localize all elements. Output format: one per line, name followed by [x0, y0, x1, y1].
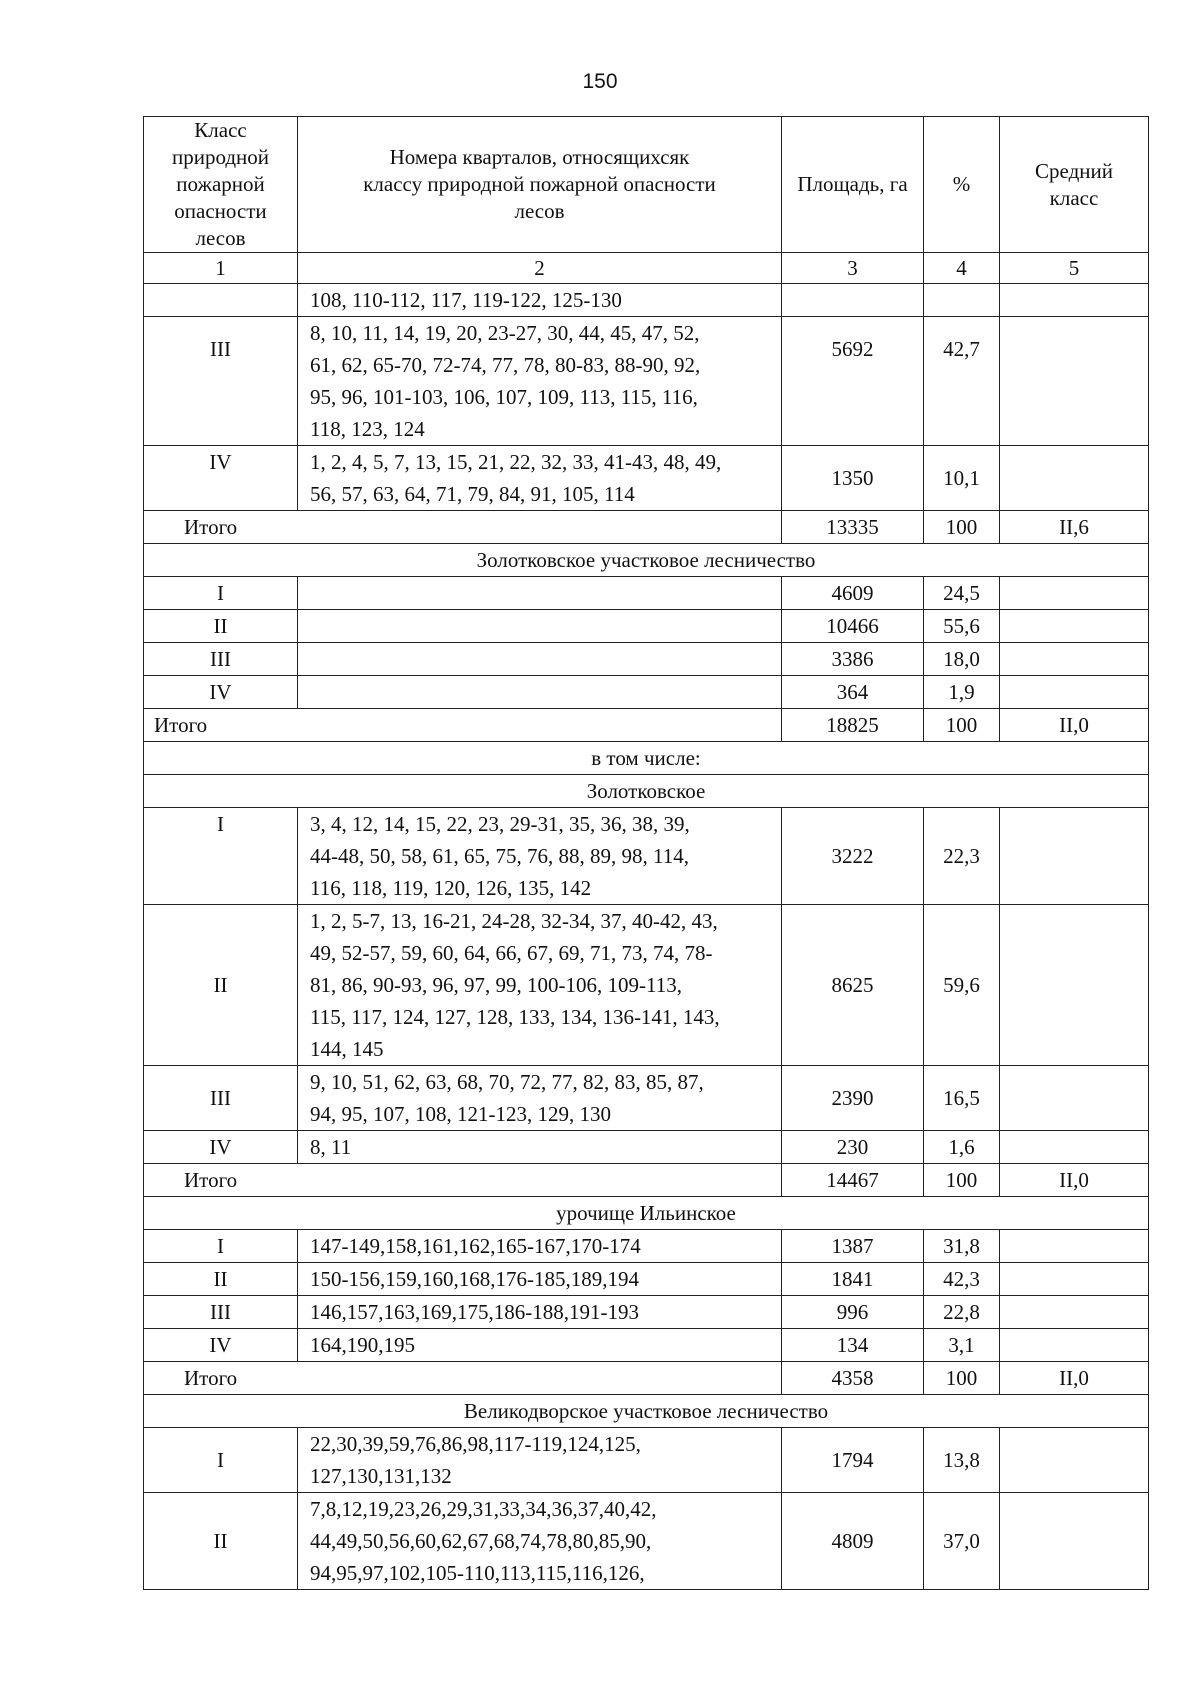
area-cell: 4609 [782, 577, 924, 610]
forest-fire-hazard-table [143, 116, 1149, 1590]
percent-cell: 31,8 [924, 1230, 1000, 1263]
percent-cell: 42,3 [924, 1263, 1000, 1296]
class-cell: IV [144, 1329, 298, 1362]
section-row [144, 1197, 1149, 1230]
section-row [144, 544, 1149, 577]
quarters-cell: 8, 11 [298, 1131, 782, 1164]
avg-class-cell: II,0 [1000, 1362, 1149, 1395]
total-row [144, 709, 1149, 742]
class-cell: III [144, 643, 298, 676]
area-cell: 4809 [782, 1493, 924, 1590]
header-percent: % [924, 117, 1000, 253]
table-row [144, 676, 1149, 709]
col-number: 4 [924, 253, 1000, 284]
col-number: 3 [782, 253, 924, 284]
area-cell: 14467 [782, 1164, 924, 1197]
table-row [144, 446, 1149, 511]
class-cell: I [144, 808, 298, 905]
table-row [144, 905, 1149, 1066]
col-number: 1 [144, 253, 298, 284]
class-cell: II [144, 1493, 298, 1590]
table-row [144, 1329, 1149, 1362]
total-row [144, 1362, 1149, 1395]
area-cell: 18825 [782, 709, 924, 742]
percent-cell: 1,9 [924, 676, 1000, 709]
class-cell: I [144, 1428, 298, 1493]
percent-cell: 100 [924, 1164, 1000, 1197]
percent-cell: 42,7 [924, 317, 1000, 446]
table-row [144, 577, 1149, 610]
header-row [144, 117, 1149, 253]
class-cell: II [144, 1263, 298, 1296]
table-row [144, 1493, 1149, 1590]
area-cell: 1350 [782, 446, 924, 511]
section-title: Великодворское участковое лесничество [144, 1395, 1149, 1428]
header-avg-class: Средний класс [1000, 117, 1149, 253]
quarters-cell: 1, 2, 4, 5, 7, 13, 15, 21, 22, 32, 33, 41-43, 48, 49, 56, 57, 63, 64, 71, 79, 84, 91, 105, 114 [298, 446, 782, 511]
area-cell: 134 [782, 1329, 924, 1362]
area-cell: 1841 [782, 1263, 924, 1296]
avg-class-cell: II,6 [1000, 511, 1149, 544]
percent-cell: 55,6 [924, 610, 1000, 643]
percent-cell: 100 [924, 511, 1000, 544]
quarters-cell: 164,190,195 [298, 1329, 782, 1362]
area-cell: 10466 [782, 610, 924, 643]
table-row [144, 1296, 1149, 1329]
header-number-row [144, 253, 1149, 284]
quarters-cell: 147-149,158,161,162,165-167,170-174 [298, 1230, 782, 1263]
avg-class-cell: II,0 [1000, 1164, 1149, 1197]
total-label: Итого [144, 511, 782, 544]
table-row [144, 1131, 1149, 1164]
class-cell: III [144, 317, 298, 446]
section-title: Золотковское участковое лесничество [144, 544, 1149, 577]
total-row [144, 1164, 1149, 1197]
area-cell: 2390 [782, 1066, 924, 1131]
percent-cell: 37,0 [924, 1493, 1000, 1590]
table-row [144, 808, 1149, 905]
total-label: Итого [144, 709, 782, 742]
percent-cell: 16,5 [924, 1066, 1000, 1131]
percent-cell: 1,6 [924, 1131, 1000, 1164]
area-cell: 3222 [782, 808, 924, 905]
section-row [144, 775, 1149, 808]
col-number: 2 [298, 253, 782, 284]
header-area: Площадь, га [782, 117, 924, 253]
total-row [144, 511, 1149, 544]
area-cell: 4358 [782, 1362, 924, 1395]
area-cell: 1387 [782, 1230, 924, 1263]
avg-class-cell: II,0 [1000, 709, 1149, 742]
table-row [144, 1263, 1149, 1296]
header-quarters: Номера кварталов, относящихсяк классу природной пожарной опасности лесов [298, 117, 782, 253]
table-row [144, 1066, 1149, 1131]
percent-cell: 22,8 [924, 1296, 1000, 1329]
section-title: урочище Ильинское [144, 1197, 1149, 1230]
class-cell: II [144, 610, 298, 643]
class-cell: II [144, 905, 298, 1066]
total-label: Итого [144, 1362, 782, 1395]
quarters-cell: 7,8,12,19,23,26,29,31,33,34,36,37,40,42, 44,49,50,56,60,62,67,68,74,78,80,85,90, 94,95,97,102,105-110,113,115,116,126, [298, 1493, 782, 1590]
page-number: 150 [582, 70, 618, 93]
table-row [144, 317, 1149, 446]
table-row [144, 643, 1149, 676]
percent-cell: 3,1 [924, 1329, 1000, 1362]
quarters-cell: 22,30,39,59,76,86,98,117-119,124,125, 127,130,131,132 [298, 1428, 782, 1493]
percent-cell: 22,3 [924, 808, 1000, 905]
total-label: Итого [144, 1164, 782, 1197]
area-cell: 13335 [782, 511, 924, 544]
section-title: Золотковское [144, 775, 1149, 808]
class-cell: I [144, 577, 298, 610]
percent-cell: 10,1 [924, 446, 1000, 511]
percent-cell: 18,0 [924, 643, 1000, 676]
percent-cell: 59,6 [924, 905, 1000, 1066]
area-cell: 1794 [782, 1428, 924, 1493]
percent-cell: 13,8 [924, 1428, 1000, 1493]
quarters-cell: 3, 4, 12, 14, 15, 22, 23, 29-31, 35, 36, 38, 39, 44-48, 50, 58, 61, 65, 75, 76, 88, 89, 98, 114, 116, 118, 119, 120, 126, 135, 142 [298, 808, 782, 905]
table-row [144, 284, 1149, 317]
table-row [144, 1428, 1149, 1493]
class-cell: III [144, 1066, 298, 1131]
col-number: 5 [1000, 253, 1149, 284]
area-cell: 230 [782, 1131, 924, 1164]
section-row [144, 742, 1149, 775]
class-cell: IV [144, 1131, 298, 1164]
table-row [144, 1230, 1149, 1263]
class-cell: IV [144, 676, 298, 709]
class-cell: IV [144, 446, 298, 511]
percent-cell: 100 [924, 709, 1000, 742]
area-cell: 3386 [782, 643, 924, 676]
area-cell: 8625 [782, 905, 924, 1066]
table-row [144, 610, 1149, 643]
area-cell: 996 [782, 1296, 924, 1329]
area-cell: 5692 [782, 317, 924, 446]
quarters-cell: 9, 10, 51, 62, 63, 68, 70, 72, 77, 82, 83, 85, 87, 94, 95, 107, 108, 121-123, 129, 130 [298, 1066, 782, 1131]
quarters-cell: 108, 110-112, 117, 119-122, 125-130 [298, 284, 782, 317]
class-cell: III [144, 1296, 298, 1329]
section-row [144, 1395, 1149, 1428]
header-class: Класс природной пожарной опасности лесов [144, 117, 298, 253]
quarters-cell: 8, 10, 11, 14, 19, 20, 23-27, 30, 44, 45, 47, 52, 61, 62, 65-70, 72-74, 77, 78, 80-83, 88-90, 92, 95, 96, 101-103, 106, 107, 109, 113, 115, 116, 118, 123, 124 [298, 317, 782, 446]
class-cell: I [144, 1230, 298, 1263]
quarters-cell: 146,157,163,169,175,186-188,191-193 [298, 1296, 782, 1329]
section-title: в том числе: [144, 742, 1149, 775]
percent-cell: 24,5 [924, 577, 1000, 610]
area-cell: 364 [782, 676, 924, 709]
percent-cell: 100 [924, 1362, 1000, 1395]
quarters-cell: 1, 2, 5-7, 13, 16-21, 24-28, 32-34, 37, 40-42, 43, 49, 52-57, 59, 60, 64, 66, 67, 69, 71, 73, 74, 78- 81, 86, 90-93, 96, 97, 99, 100-106, 109-113, 115, 117, 124, 127, 128, 133, 134, 136-141, 143, 144, 145 [298, 905, 782, 1066]
quarters-cell: 150-156,159,160,168,176-185,189,194 [298, 1263, 782, 1296]
